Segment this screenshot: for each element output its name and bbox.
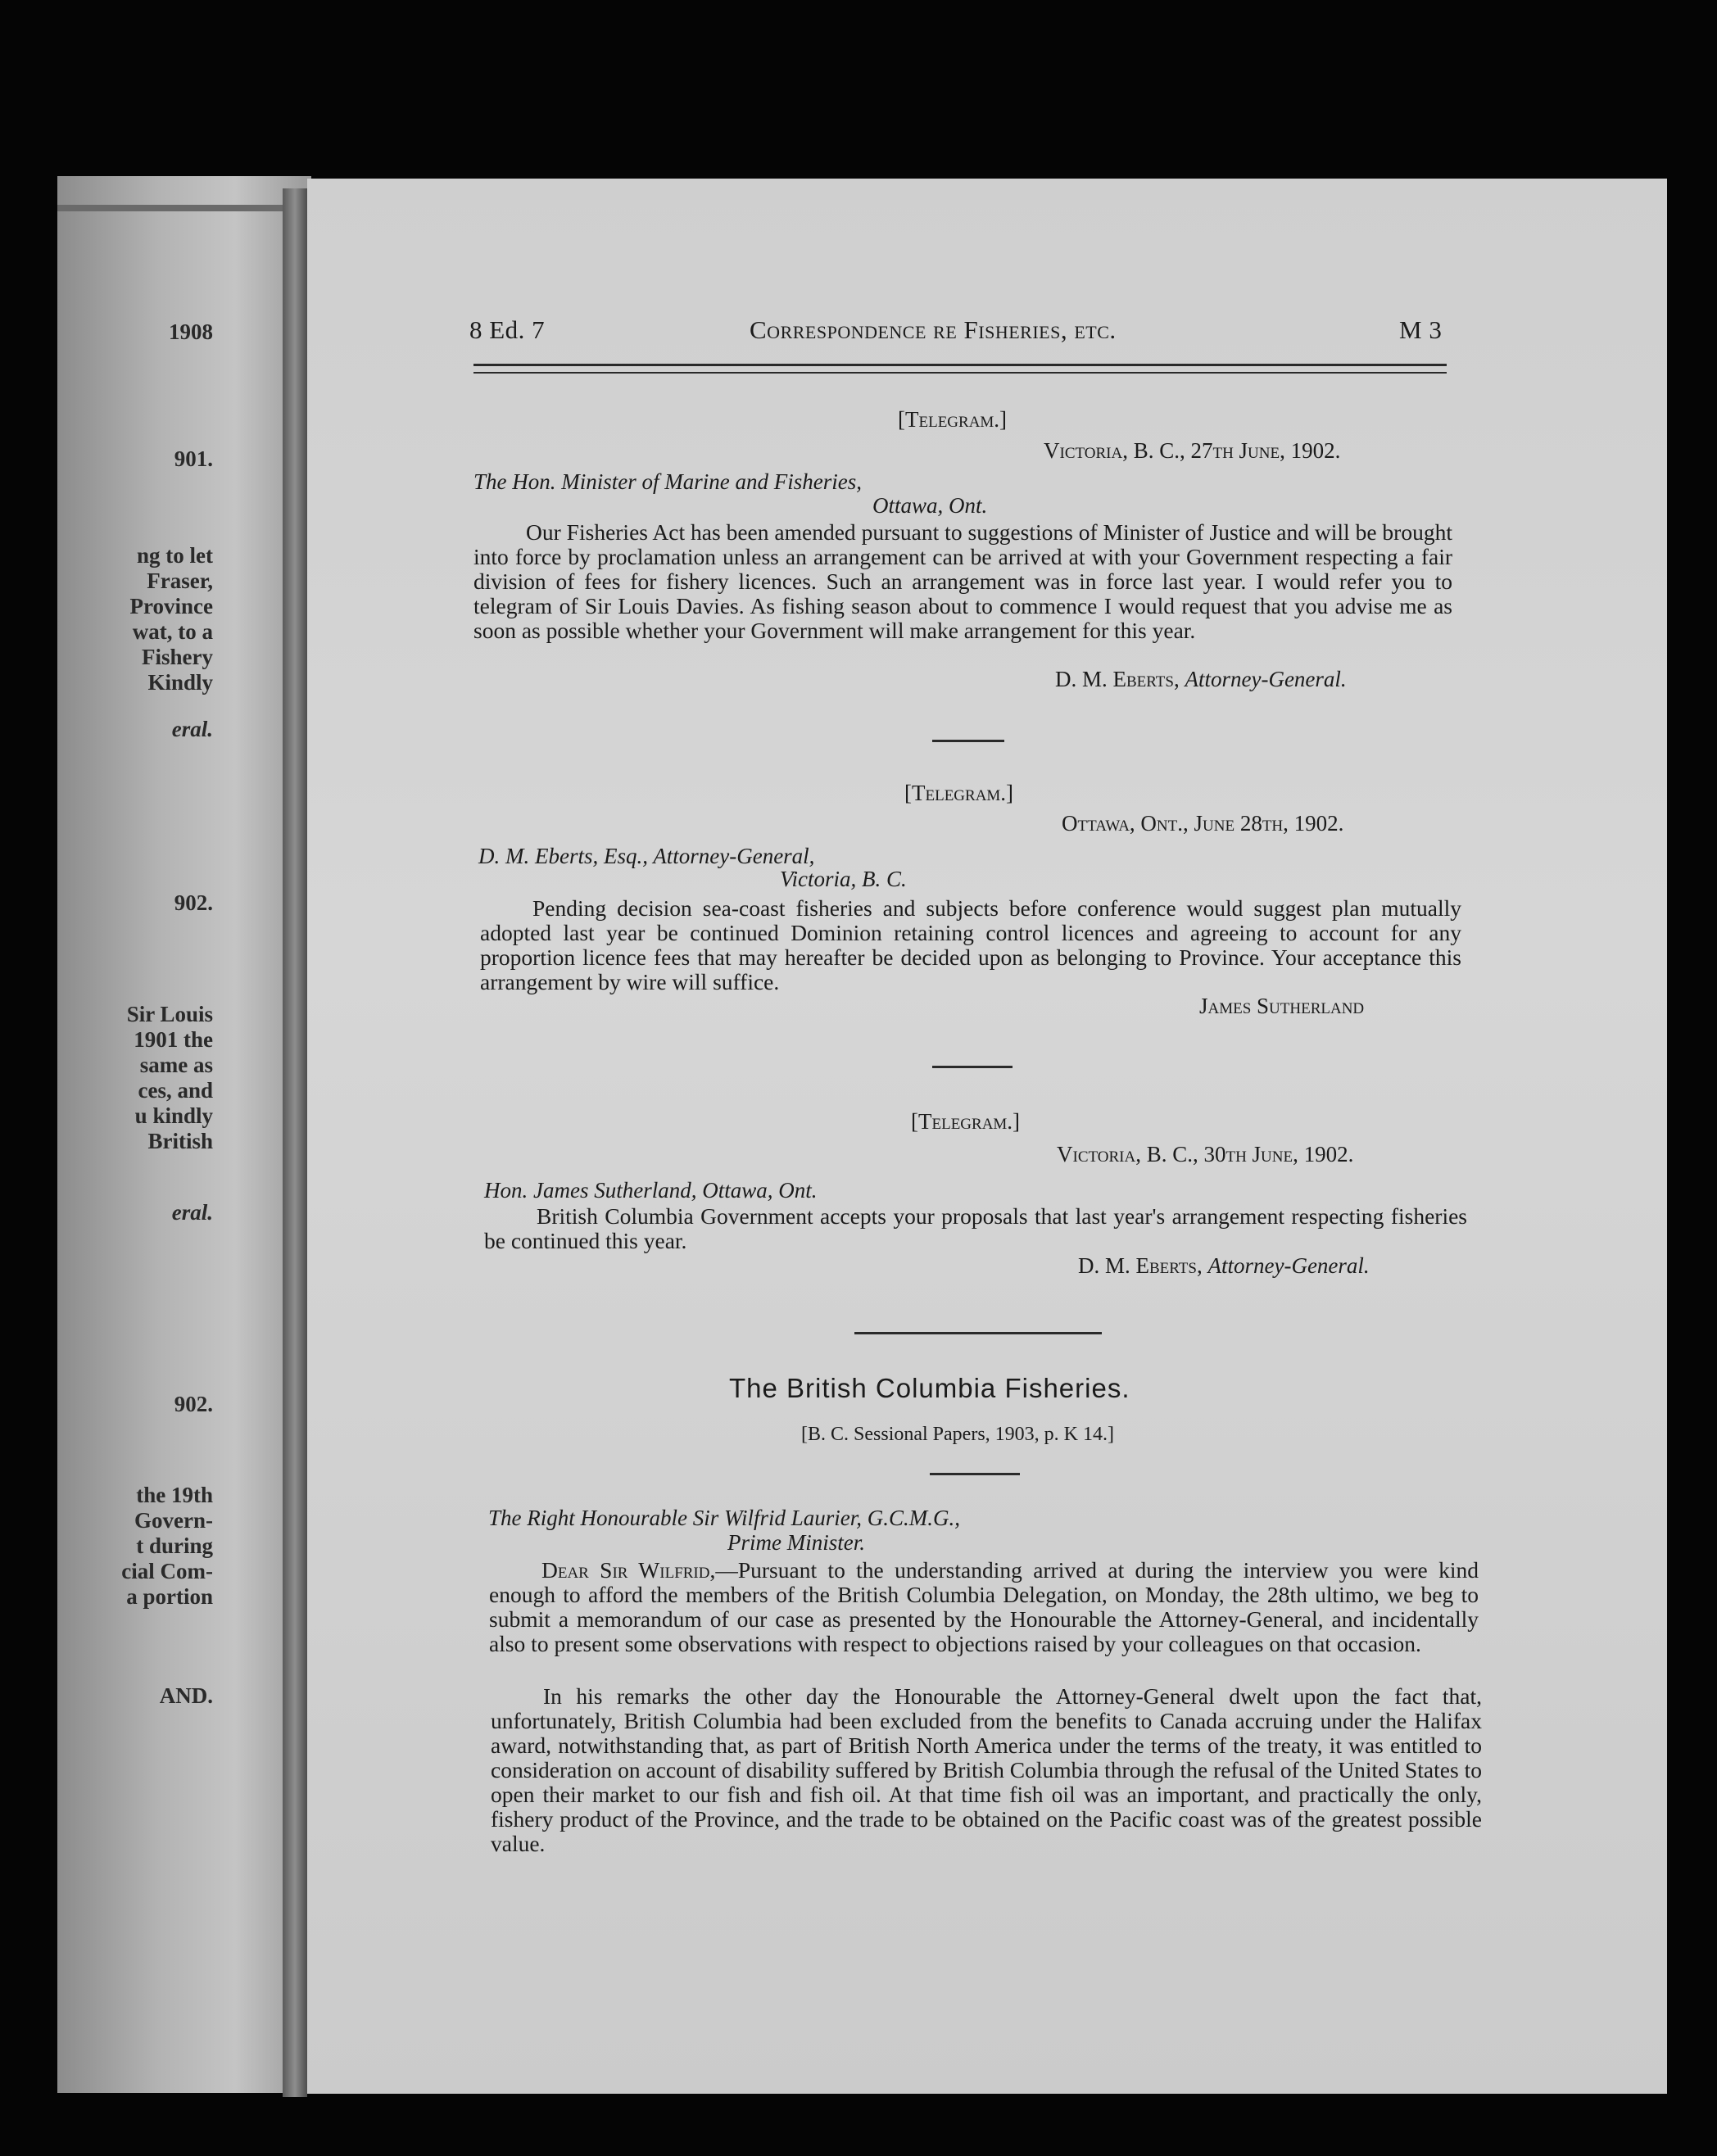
- letter-paragraph-2: In his remarks the other day the Honourable the Attorney-General dwelt upon the fact that, unfortunately, British Columbia had been excluded from the benefits to Canada accruing under the Halifax award, notwithstanding that, as part of British North America under the terms of the treaty, it was entitled to consideration on account of disability suffered by British Columbia through the refusal of the United States to open their market to our fish and fish oil. At that time fish oil was an important, and practically the only, fishery product of the Province, and the trade to be obtained on the Pacific coast was of the greatest possible value.: [491, 1683, 1482, 1856]
- telegram3-signature-title: Attorney-General.: [1207, 1253, 1370, 1278]
- left-page-fragment: 902.: [174, 890, 213, 915]
- telegram2-place-date: Ottawa, Ont., June 28th, 1902.: [1062, 811, 1344, 836]
- telegram3-body: British Columbia Government accepts your proposals that last year's arrangement respecting fisheries be continued this year.: [484, 1203, 1467, 1253]
- telegram1-signature-title: Attorney-General.: [1185, 667, 1347, 691]
- telegram1-label: [Telegram.]: [898, 407, 1008, 432]
- section-source: [B. C. Sessional Papers, 1903, p. K 14.]: [801, 1424, 1114, 1445]
- section-divider: [932, 1066, 1013, 1068]
- telegram3-place-date: Victoria, B. C., 30th June, 1902.: [1057, 1142, 1354, 1166]
- left-page-rule: [57, 205, 303, 211]
- section-title: The British Columbia Fisheries.: [729, 1373, 1130, 1403]
- letter-addressee-title: Prime Minister.: [727, 1530, 865, 1555]
- left-page-fragment: Sir Louis 1901 the same as ces, and u kindly British: [126, 1002, 213, 1153]
- header-title: Correspondence re Fisheries, etc.: [750, 315, 1117, 344]
- section-divider: [932, 740, 1004, 742]
- telegram3-signature: [1078, 1253, 1370, 1279]
- telegram1-signature: [1055, 667, 1347, 692]
- left-facing-page: [57, 176, 311, 2093]
- left-page-fragment: 902.: [174, 1392, 213, 1416]
- telegram2-label: [Telegram.]: [904, 781, 1014, 805]
- telegram1-addressee: The Hon. Minister of Marine and Fisheries,: [473, 469, 862, 494]
- telegram3-addressee: Hon. James Sutherland, Ottawa, Ont.: [484, 1178, 818, 1203]
- section-divider-long: [854, 1332, 1102, 1334]
- telegram1-signature-name: D. M. Eberts,: [1055, 667, 1180, 691]
- telegram1-body: Our Fisheries Act has been amended pursuant to suggestions of Minister of Justice and will be brought into force by proclamation unless an arrangement can be arrived at with your Government respecting a fair division of fees for fishery licences. Such an arrangement was in force last year. I would refer you to telegram of Sir Louis Davies. As fishing season about to commence I would request that you advise me as soon as possible whether your Government will make arrangement for this year.: [473, 519, 1452, 643]
- left-page-fragment: ng to let Fraser, Province wat, to a Fishery Kindly: [129, 543, 213, 695]
- header-rule-top: [473, 364, 1447, 366]
- letter-paragraph-1: [489, 1558, 1479, 1656]
- letter-paragraph-1-text: —Pursuant to the understanding arrived at during the interview you were kind enough to afford the members of the British Columbia Delegation, on Monday, the 28th ultimo, we beg to submit a memorandum of our case as presented by the Honourable the Attorney-General, and incidentally also to present some observations with respect to objections raised by your colleagues on that occasion.: [489, 1557, 1479, 1656]
- left-page-fragment: the 19th Govern- t during cial Com- a portion: [121, 1483, 213, 1609]
- header-session: 8 Ed. 7: [469, 315, 546, 344]
- telegram2-addressee: D. M. Eberts, Esq., Attorney-General,: [478, 844, 815, 868]
- left-page-fragment: 1908: [169, 319, 213, 344]
- telegram3-signature-name: D. M. Eberts,: [1078, 1253, 1203, 1278]
- left-page-fragment: eral.: [171, 1200, 213, 1225]
- left-page-fragment: AND.: [159, 1683, 213, 1708]
- letter-addressee: The Right Honourable Sir Wilfrid Laurier, G.C.M.G.,: [488, 1506, 961, 1530]
- telegram3-label: [Telegram.]: [911, 1109, 1021, 1134]
- left-page-fragment: eral.: [171, 717, 213, 741]
- left-page-fragment: 901.: [174, 446, 213, 471]
- telegram1-addressee-city: Ottawa, Ont.: [872, 493, 988, 518]
- telegram2-addressee-city: Victoria, B. C.: [780, 867, 907, 891]
- telegram1-place-date: Victoria, B. C., 27th June, 1902.: [1044, 438, 1341, 463]
- section-divider: [930, 1473, 1020, 1475]
- telegram2-signature: James Sutherland: [1199, 994, 1365, 1018]
- book-binding: [283, 188, 307, 2097]
- letter-salutation: Dear Sir Wilfrid,: [541, 1557, 716, 1583]
- header-page-number: M 3: [1399, 315, 1443, 344]
- telegram2-body: Pending decision sea-coast fisheries and subjects before conference would suggest plan mutually adopted last year be continued Dominion retaining control licences and agreeing to account for any proportion licence fees that may hereafter be decided upon as belonging to Province. Your acceptance this arrangement by wire will suffice.: [480, 895, 1461, 994]
- header-rule-bottom: [473, 372, 1447, 374]
